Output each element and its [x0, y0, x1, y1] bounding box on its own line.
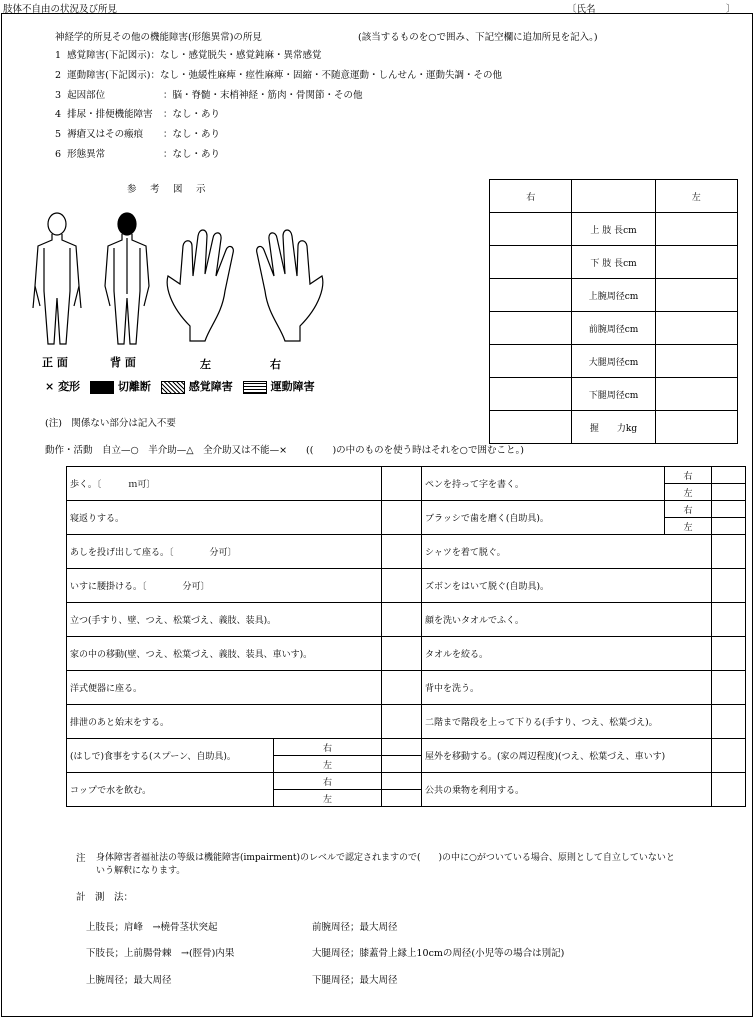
adl-left-mark[interactable] [382, 773, 422, 790]
measure-label: 握 力kg [572, 411, 655, 444]
adl-right-mark[interactable] [712, 671, 746, 705]
name-close: 〕 [726, 4, 736, 15]
left-value-cell[interactable] [655, 213, 737, 246]
measure-label: 下 肢 長cm [572, 246, 655, 279]
adl-left-mark[interactable] [382, 569, 422, 603]
neuro-item: 4 排尿・排便機能障害 [55, 109, 153, 120]
right-value-cell[interactable] [490, 312, 572, 345]
adl-left-label: あしを投げ出して座る。〔 分可〕 [67, 535, 382, 569]
figure-title: 参 考 図 示 [127, 184, 208, 195]
adl-right-mark[interactable] [712, 705, 746, 739]
adl-left-label: 寝返りする。 [67, 501, 382, 535]
right-value-cell[interactable] [490, 246, 572, 279]
adl-left-label: 立つ(手すり、壁、つえ、松葉づえ、義肢、装具)。 [67, 603, 382, 637]
adl-right-mark[interactable] [712, 773, 746, 807]
back-body-figure [105, 213, 149, 344]
adl-left-label: コップで水を飲む。 [67, 773, 274, 807]
adl-left-label: いすに腰掛ける。〔 分可〕 [67, 569, 382, 603]
adl-right-label: 公共の乗物を利用する。 [422, 773, 712, 807]
neuro-item: 2 運動障害(下記図示)：なし・弛緩性麻痺・痙性麻痺・固縮・不随意運動・しんせん・運動失調・その他 [55, 70, 503, 81]
adl-left-mark[interactable] [382, 705, 422, 739]
side-right: 右 [665, 501, 712, 518]
amputation-icon [90, 381, 114, 394]
method-item: 大腿周径；膝蓋骨上縁上10cmの周径(小児等の場合は別記) [312, 948, 565, 959]
side-left: 左 [665, 484, 712, 501]
left-hand-figure [167, 230, 233, 341]
adl-left-mark[interactable] [382, 790, 422, 807]
adl-right-mark[interactable] [712, 518, 746, 535]
front-body-figure [33, 213, 81, 344]
adl-right-mark[interactable] [712, 535, 746, 569]
adl-left-mark[interactable] [382, 501, 422, 535]
adl-right-label: 背中を洗う。 [422, 671, 712, 705]
header-right: 右 [490, 180, 572, 213]
method-item: 下肢長；上前腸骨棘 →(脛骨)内果 [86, 948, 235, 959]
side-left: 左 [274, 790, 382, 807]
sensory-hatch-icon [161, 381, 185, 394]
adl-right-label: ブラッシで歯を磨く(自助具)。 [422, 501, 665, 535]
note-line-2: いう解釈になります。 [96, 866, 186, 876]
neuro-item-options: ：脳・脊髄・末梢神経・筋肉・骨関節・その他 [163, 90, 363, 101]
neuro-heading: 神経学的所見その他の機能障害(形態異常)の所見 [55, 32, 262, 43]
adl-right-mark[interactable] [712, 467, 746, 484]
right-hand-label: 右 [270, 358, 281, 371]
adl-right-label: シャツを着て脱ぐ。 [422, 535, 712, 569]
method-item: 上腕周径；最大周径 [86, 975, 172, 986]
neuro-item: 6 形態異常 [55, 149, 106, 160]
right-hand-figure [257, 230, 323, 341]
side-right: 右 [274, 773, 382, 790]
adl-right-mark[interactable] [712, 637, 746, 671]
neuro-item-options: ：なし・あり [163, 149, 221, 160]
body-diagram [30, 206, 470, 356]
adl-right-mark[interactable] [712, 484, 746, 501]
adl-left-mark[interactable] [382, 603, 422, 637]
adl-left-label: 家の中の移動(壁、つえ、松葉づえ、義肢、装具、車いす)。 [67, 637, 382, 671]
note-prefix: 注 [76, 853, 86, 864]
neuro-item: 1 感覚障害(下記図示)：なし・感覚脱失・感覚鈍麻・異常感覚 [55, 50, 322, 61]
name-label: 〔氏名 [567, 4, 596, 15]
adl-right-mark[interactable] [712, 603, 746, 637]
adl-left-mark[interactable] [382, 739, 422, 756]
motor-lines-icon [243, 381, 267, 394]
measure-label: 上 肢 長cm [572, 213, 655, 246]
adl-left-label: 排泄のあと始末をする。 [67, 705, 382, 739]
adl-table [66, 466, 746, 807]
left-value-cell[interactable] [655, 246, 737, 279]
neuro-item-options: ：なし・あり [163, 129, 221, 140]
side-right: 右 [665, 467, 712, 484]
adl-right-mark[interactable] [712, 501, 746, 518]
method-item: 下腿周径；最大周径 [312, 975, 398, 986]
left-value-cell[interactable] [655, 312, 737, 345]
measure-label: 下腿周径cm [572, 378, 655, 411]
adl-right-label: タオルを絞る。 [422, 637, 712, 671]
adl-right-mark[interactable] [712, 569, 746, 603]
deformity-icon: × [45, 380, 55, 393]
adl-left-label: 洋式便器に座る。 [67, 671, 382, 705]
adl-left-mark[interactable] [382, 671, 422, 705]
right-value-cell[interactable] [490, 213, 572, 246]
back-label: 背 面 [110, 356, 136, 369]
neuro-item-options: ：なし・あり [163, 109, 221, 120]
adl-right-label: ズボンをはいて脱ぐ(自助具)。 [422, 569, 712, 603]
side-left: 左 [665, 518, 712, 535]
measure-label: 前腕周径cm [572, 312, 655, 345]
page-title: 肢体不自由の状況及び所見 [3, 4, 118, 15]
neuro-item: 3 起因部位 [55, 90, 106, 101]
method-item: 前腕周径；最大周径 [312, 922, 398, 933]
neuro-instruction: (該当するものを○で囲み、下記空欄に追加所見を記入。) [358, 32, 598, 43]
measure-label: 上腕周径cm [572, 279, 655, 312]
front-label: 正 面 [42, 356, 68, 369]
left-value-cell[interactable] [655, 378, 737, 411]
adl-left-mark[interactable] [382, 535, 422, 569]
left-value-cell[interactable] [655, 279, 737, 312]
adl-left-mark[interactable] [382, 756, 422, 773]
adl-left-mark[interactable] [382, 467, 422, 501]
adl-heading: 動作・活動 自立—○ 半介助—△ 全介助又は不能—× (( )の中のものを使う時はそれを○で囲むこと。) [45, 445, 524, 456]
adl-left-label: 歩く。〔 ｍ可〕 [67, 467, 382, 501]
right-value-cell[interactable] [490, 345, 572, 378]
header-left: 左 [655, 180, 737, 213]
adl-right-label: 二階まで階段を上って下りる(手すり、つえ、松葉づえ)。 [422, 705, 712, 739]
measurement-table [489, 179, 738, 444]
adl-right-mark[interactable] [712, 739, 746, 773]
adl-right-label: 屋外を移動する。(家の周辺程度)(つえ、松葉づえ、車いす) [422, 739, 712, 773]
note-line-1: 身体障害者福祉法の等級は機能障害(impairment)のレベルで認定されますので( )の中に○がついている場合、原則として自立していないと [96, 853, 675, 863]
right-value-cell[interactable] [490, 378, 572, 411]
adl-right-label: 顔を洗いタオルでふく。 [422, 603, 712, 637]
measure-label: 大腿周径cm [572, 345, 655, 378]
adl-right-label: ペンを持って字を書く。 [422, 467, 665, 501]
method-item: 上肢長；肩峰 →橈骨茎状突起 [86, 922, 218, 933]
left-value-cell[interactable] [655, 345, 737, 378]
figure-legend: × 変形 切離断 感覚障害 運動障害 [45, 380, 315, 393]
adl-left-label: (はしで)食事をする(スプーン、自助具)。 [67, 739, 274, 773]
left-hand-label: 左 [200, 358, 211, 371]
left-value-cell[interactable] [655, 411, 737, 444]
side-left: 左 [274, 756, 382, 773]
method-title: 計 測 法： [76, 892, 134, 903]
adl-left-mark[interactable] [382, 637, 422, 671]
side-right: 右 [274, 739, 382, 756]
note-irrelevant: (注) 関係ない部分は記入不要 [45, 418, 176, 429]
right-value-cell[interactable] [490, 279, 572, 312]
neuro-item: 5 褥瘡又はその瘢痕 [55, 129, 144, 140]
right-value-cell[interactable] [490, 411, 572, 444]
